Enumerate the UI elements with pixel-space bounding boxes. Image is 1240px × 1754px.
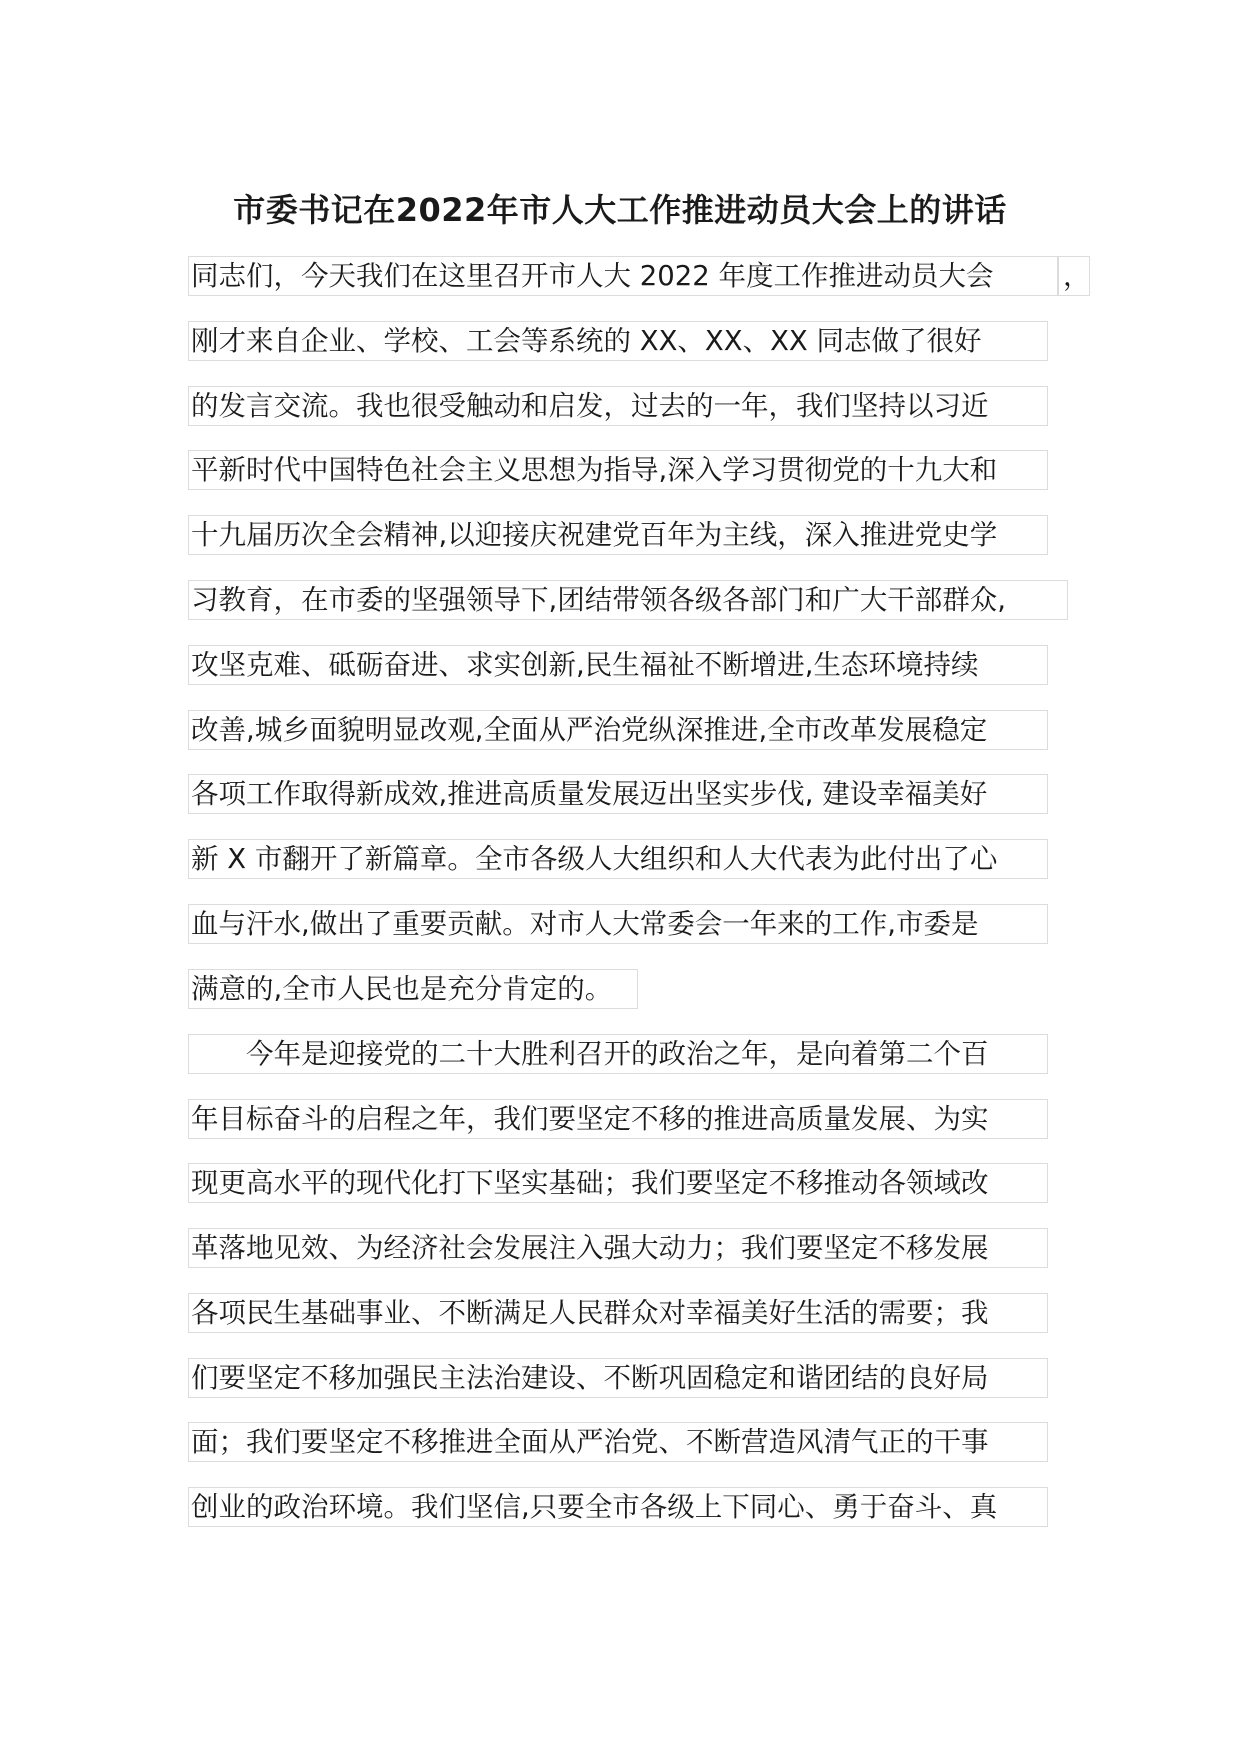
text-line: 们要坚定不移加强民主法治建设、不断巩固稳定和谐团结的良好局 (188, 1358, 1048, 1398)
document-title: 市委书记在2022年市人大工作推进动员大会上的讲话 (233, 191, 1007, 229)
text-line: 改善,城乡面貌明显改观,全面从严治党纵深推进,全市改革发展稳定 (188, 710, 1048, 750)
text-line: 各项工作取得新成效,推进高质量发展迈出坚实步伐, 建设幸福美好 (188, 774, 1048, 814)
text-line: 的发言交流。我也很受触动和启发，过去的一年，我们坚持以习近 (188, 386, 1048, 426)
text-line: 今年是迎接党的二十大胜利召开的政治之年，是向着第二个百 (188, 1034, 1048, 1074)
text-line: 各项民生基础事业、不断满足人民群众对幸福美好生活的需要；我 (188, 1293, 1048, 1333)
text-line-tail: ， (1058, 256, 1090, 296)
text-line: 十九届历次全会精神,以迎接庆祝建党百年为主线，深入推进党史学 (188, 515, 1048, 555)
text-line: 血与汗水,做出了重要贡献。对市人大常委会一年来的工作,市委是 (188, 904, 1048, 944)
text-line: 年目标奋斗的启程之年，我们要坚定不移的推进高质量发展、为实 (188, 1099, 1048, 1139)
text-line: 同志们，今天我们在这里召开市人大 2022 年度工作推进动员大会 (188, 256, 1058, 296)
text-line: 新 X 市翻开了新篇章。全市各级人大组织和人大代表为此付出了心 (188, 839, 1048, 879)
text-line: 平新时代中国特色社会主义思想为指导,深入学习贯彻党的十九大和 (188, 450, 1048, 490)
text-line: 攻坚克难、砥砺奋进、求实创新,民生福祉不断增进,生态环境持续 (188, 645, 1048, 685)
text-line: 创业的政治环境。我们坚信,只要全市各级上下同心、勇于奋斗、真 (188, 1487, 1048, 1527)
text-line: 刚才来自企业、学校、工会等系统的 XX、XX、XX 同志做了很好 (188, 321, 1048, 361)
text-line: 习教育，在市委的坚强领导下,团结带领各级各部门和广大干部群众, (188, 580, 1068, 620)
text-line: 革落地见效、为经济社会发展注入强大动力；我们要坚定不移发展 (188, 1228, 1048, 1268)
text-line: 满意的,全市人民也是充分肯定的。 (188, 969, 638, 1009)
text-line: 现更高水平的现代化打下坚实基础；我们要坚定不移推动各领域改 (188, 1163, 1048, 1203)
text-line: 面；我们要坚定不移推进全面从严治党、不断营造风清气正的干事 (188, 1422, 1048, 1462)
